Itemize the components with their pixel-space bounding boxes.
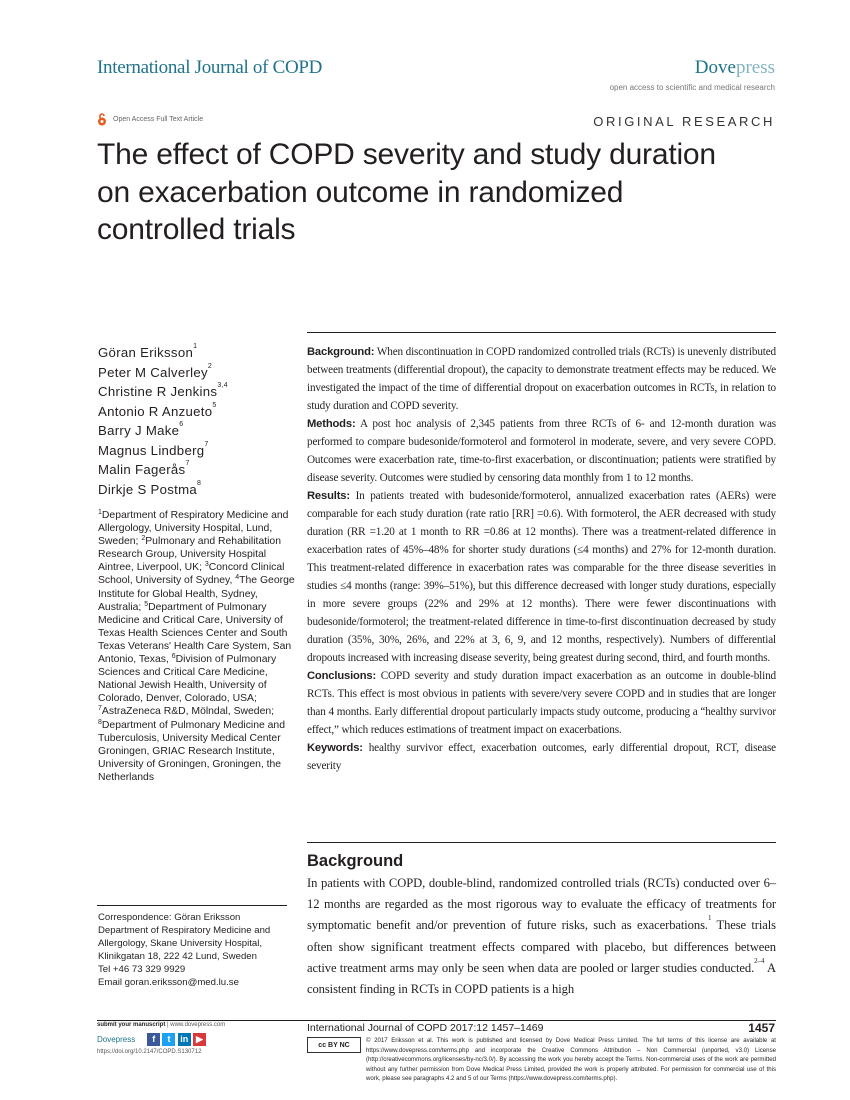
author-affiliation-number: 2: [207, 362, 213, 370]
abstract-label: Background:: [307, 346, 375, 358]
author-affiliation-number: 3,4: [217, 382, 228, 389]
title-line: on exacerbation outcome in randomized: [97, 175, 624, 209]
abstract-text: healthy survivor effect, exacerbation outcomes, early differential dropout, RCT, disease severity: [307, 742, 776, 772]
linkedin-icon[interactable]: in: [178, 1033, 191, 1046]
correspondence-line: Department of Respiratory Medicine and: [98, 925, 271, 936]
author: [98, 460, 228, 480]
author: [98, 441, 228, 461]
affiliation-number: 7: [98, 705, 102, 713]
twitter-icon[interactable]: t: [162, 1033, 175, 1046]
affiliation-number: 4: [235, 574, 240, 582]
affiliation-number: 6: [171, 653, 176, 661]
journal-name: International Journal of COPD: [97, 57, 323, 78]
abstract-text: A post hoc analysis of 2,345 patients from three RCTs of 6- and 12-month duration was performed to compare budesonide/formoterol and formoterol in moderate, severe, and very severe COPD. Outcomes were exacerbation rate, time-to-first exacerbation, or discontinuation; patients were stratified by disease severity. Outcomes were studied by censoring data monthly from 1 to 12 months.: [307, 418, 776, 484]
publisher-main: Dove: [694, 57, 736, 78]
license-text: © 2017 Eriksson et al. This work is published and licensed by Dove Medical Press Limited. The full terms of this license are available at https://www.dovepress.com/terms.php and incorporate the Creative Commons Attribution – Non Commercial (unported, v3.0) License (http://creativecommons.org/licenses/by-nc/3.0/). By accessing the work you hereby accept the Terms. Non-commercial uses of the work are permitted without any further permission from Dove Medical Press Limited, provided the work is properly attributed. For permission for commercial use of this work, please see paragraphs 4.2 and 5 of our Terms (https://www.dovepress.com/terms.php).: [366, 1037, 776, 1082]
footer-publisher-block: submit your manuscript | www.dovepress.com Dovepress f t in ▶ https://doi.org/10.2147/COPD.S130712: [97, 1022, 297, 1055]
abstract-label: Conclusions:: [307, 670, 377, 682]
affiliations: [98, 509, 298, 784]
abstract-label: Methods:: [307, 418, 356, 430]
affiliation-text: The George Institute for Global Health, Sydney, Australia;: [98, 575, 295, 613]
affiliation-text: Concord Clinical School, University of Sydney,: [98, 562, 285, 587]
footer-citation: International Journal of COPD 2017:12 1457–1469: [307, 1022, 544, 1034]
divider: [307, 842, 776, 843]
author-affiliation-number: 5: [212, 401, 217, 409]
divider: [97, 1020, 776, 1021]
affiliation-number: 5: [144, 600, 149, 608]
author: [98, 421, 228, 441]
footer-publisher-logo: Dovepress: [97, 1035, 136, 1044]
author: [98, 363, 228, 383]
publisher-suffix: press: [735, 57, 775, 78]
author: [98, 480, 228, 500]
body-text: In patients with COPD, double-blind, randomized controlled trials (RCTs) conducted over 6–12 months are regarded as the most rigorous way to evaluate the efficacy of treatments for symptomatic benefit and/or prevention of future risks, such as exacerbations.: [307, 876, 776, 933]
abstract-section: [307, 739, 776, 775]
citation-ref: 1: [707, 914, 712, 923]
author-affiliation-number: 1: [193, 343, 198, 350]
correspondence-line: Allergology, Skane University Hospital,: [98, 938, 263, 949]
abstract-text: COPD severity and study duration impact exacerbation as an outcome in double-blind RCTs. This effect is most obvious in patients with severe/very severe COPD and in studies that are longer than 4 months. Early differential dropout particularly impacts study outcome, producing a “healthy survivor effect,” which reduces estimations of treatment impact on exacerbations.: [307, 670, 776, 736]
abstract-text: In patients treated with budesonide/formoterol, annualized exacerbation rates (AERs) were comparable for each study duration (rate ratio [RR] =0.6). With formoterol, the AER decreased with study duration (RR =1.20 at 1 month to RR =0.86 at 12 months). There was a treatment-related difference in exacerbation rates of 45%–48% for shorter study durations (≤4 months) and 27% for 12-month duration. This treatment-related difference in exacerbation rates was comparable for the three disease severities in studies ≤4 months (range: 39%–51%), but this difference decreased with longer study durations, especially in more severe groups (22% and 29% at 12 months). There were fewer discontinuations with budesonide/formoterol; the treatment-related difference in time-to-first discontinuation decreased by study duration (35%, 30%, 26%, and 22% at 3, 6, 9, and 12 months, respectively). Numbers of differential dropouts increased with increasing disease severity, being greatest during second, third, and fourth months.: [307, 490, 776, 664]
cc-badge-label: cc BY NC: [318, 1041, 350, 1049]
youtube-icon[interactable]: ▶: [193, 1033, 206, 1046]
cc-license-icon: [307, 1037, 361, 1053]
abstract-label: Keywords:: [307, 742, 363, 754]
affiliation-number: 8: [98, 718, 102, 726]
author: [98, 343, 228, 363]
publisher-tagline: open access to scientific and medical research: [609, 83, 775, 92]
author-affiliation-number: 8: [197, 479, 202, 487]
title-line: controlled trials: [97, 213, 296, 246]
body-text: These trials often show significant treatment effects compared with placebo, but differences between active treatment arms may only be seen when data are pooled or larger studies conducted.: [307, 918, 776, 975]
open-access-badge: [97, 113, 203, 126]
abstract: [307, 343, 776, 775]
affiliation-text: Department of Respiratory Medicine and Allergology, University Hospital, Lund, Sweden;: [98, 510, 289, 548]
affiliation-text: Department of Pulmonary Medicine and Tuberculosis, University Medical Center Groningen, GRIAC Research Institute, University of Groningen, Groningen, the Netherlands: [98, 719, 285, 783]
correspondence-line: Tel +46 73 329 9929: [98, 964, 186, 975]
body-text: A consistent finding in RCTs in COPD patients is a high: [307, 960, 776, 997]
abstract-text: When discontinuation in COPD randomized controlled trials (RCTs) is unevenly distributed between treatments (differential dropout), the capacity to demonstrate treatment effects may be reduced. We investigated the impact of the time of differential dropout on exacerbation outcomes in RCTs, in relation to study duration and COPD severity.: [307, 346, 776, 412]
submit-manuscript-link[interactable]: submit your manuscript: [97, 1022, 166, 1028]
facebook-icon[interactable]: f: [147, 1033, 160, 1046]
open-access-label: Open Access Full Text Article: [113, 116, 204, 123]
open-access-lock-icon: [97, 113, 107, 126]
background-body: [307, 873, 776, 1000]
author-name: Magnus Lindberg: [98, 442, 205, 458]
correspondence-line: Correspondence: Göran Eriksson: [98, 912, 241, 923]
page-number: 1457: [748, 1021, 775, 1035]
publisher-logo: [695, 57, 775, 79]
abstract-section: [307, 487, 776, 667]
affiliation-text: Department of Pulmonary Medicine and Critical Care, University of Texas Health Sciences Center and South Texas Veterans' Health Care System, San Antonio, Texas,: [98, 601, 292, 666]
article-title: [97, 136, 716, 249]
correspondence-email[interactable]: Email goran.eriksson@med.lu.se: [98, 977, 239, 988]
author-name: Antonio R Anzueto: [98, 403, 213, 419]
author-affiliation-number: 6: [179, 421, 184, 428]
site-link[interactable]: www.dovepress.com: [170, 1022, 226, 1028]
author-name: Göran Eriksson: [98, 345, 194, 360]
affiliation-text: AstraZeneca R&D, Mölndal, Sweden;: [101, 706, 275, 718]
author-name: Barry J Make: [98, 423, 180, 438]
author-affiliation-number: 7: [204, 440, 209, 448]
author: [98, 382, 228, 402]
correspondence-line: Klinikgatan 18, 222 42 Lund, Sweden: [98, 951, 257, 962]
author-name: Malin Fagerås: [98, 462, 186, 477]
doi-link[interactable]: https://doi.org/10.2147/COPD.S130712: [97, 1049, 202, 1055]
affiliation-number: 2: [141, 535, 146, 543]
article-type: ORIGINAL RESEARCH: [593, 114, 775, 129]
author-name: Dirkje S Postma: [98, 481, 198, 497]
abstract-section: [307, 343, 776, 415]
abstract-section: [307, 667, 776, 739]
affiliation-text: Pulmonary and Rehabilitation Research Group, University Hospital Aintree, Liverpool, UK;: [98, 536, 281, 574]
author-name: Peter M Calverley: [98, 364, 208, 380]
affiliation-number: 3: [204, 561, 209, 569]
author-name: Christine R Jenkins: [98, 384, 218, 399]
author: [98, 402, 228, 422]
affiliation-number: 1: [98, 509, 102, 516]
title-line: The effect of COPD severity and study duration: [97, 138, 716, 171]
affiliation-text: Division of Pulmonary Sciences and Critical Care Medicine, National Jewish Health, University of Colorado, Denver, Colorado, USA;: [98, 654, 277, 705]
divider: [97, 905, 287, 906]
correspondence: [98, 911, 298, 989]
section-heading: Background: [307, 852, 404, 870]
citation-ref: 2–4: [754, 956, 765, 965]
author-affiliation-number: 7: [185, 460, 190, 467]
divider: [307, 332, 776, 333]
abstract-label: Results:: [307, 490, 350, 502]
abstract-section: [307, 415, 776, 487]
author-list: [98, 343, 228, 499]
